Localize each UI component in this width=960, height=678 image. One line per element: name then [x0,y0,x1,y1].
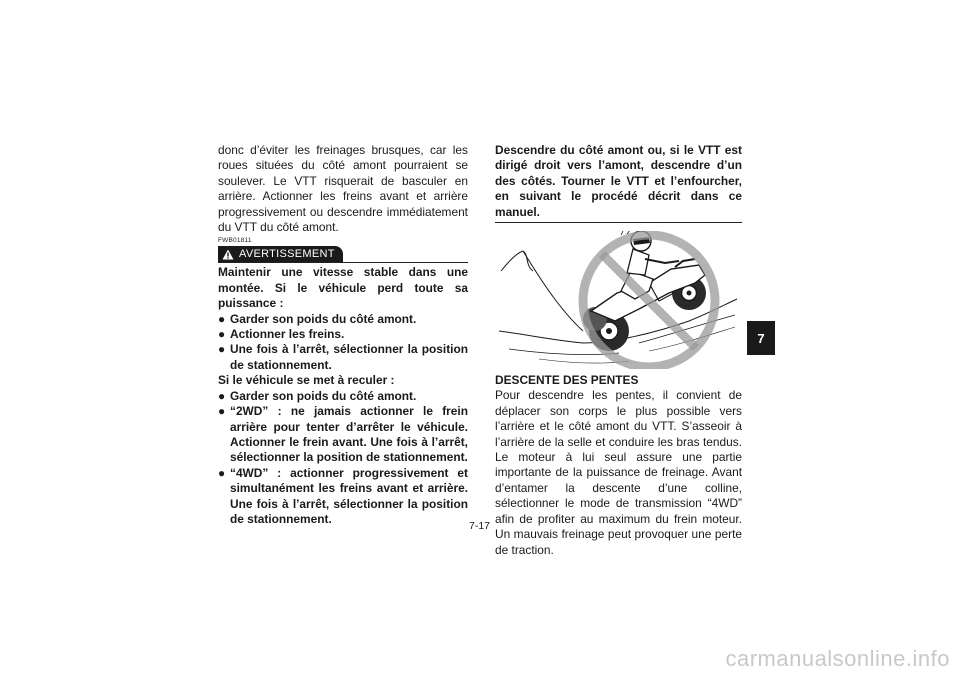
chapter-tab: 7 [747,321,775,355]
bullet-icon: ● [218,327,226,342]
warning-intro: Maintenir une vitesse stable dans une montée. Si le véhicule perd toute sa puissance : [218,265,468,311]
warning-label: AVERTISSEMENT [239,248,335,261]
atv-prohibited-illustration [499,231,739,369]
left-column [218,143,468,527]
list-item: ● Garder son poids du côté amont. [218,311,417,326]
rollback-list [218,389,468,528]
watermark: carmanualsonline.info [725,646,950,671]
list-item: ● Actionner les freins. [218,327,345,342]
intro-paragraph: donc d’éviter les freinages brusques, car les roues situées du côté amont pourraient se soulever. Le VTT risquerait de basculer en arrière. Actionner les freins avant et arrière progressivement ou descendre immédiatement du VTT du côté amont. [218,143,468,235]
section-heading: DESCENTE DES PENTES [495,373,639,388]
page-number: 7-17 [469,520,491,532]
bullet-icon: ● [218,388,226,403]
power-loss-list [218,312,468,374]
right-column [495,143,742,558]
bullet-icon: ● [218,465,226,480]
warning-badge [218,246,343,262]
bullet-icon: ● [218,311,226,326]
list-item: ● Une fois à l’arrêt, sélectionner la position de stationnement. [218,342,468,372]
warning-code: FWB01811 [218,237,252,245]
bullet-icon: ● [218,342,226,357]
warning-header [218,246,468,263]
dismount-warning: Descendre du côté amont ou, si le VTT est dirigé droit vers l’amont, descendre d’un des côtés. Tourner le VTT et l’enfourcher, en suivant le procédé décrit dans ce manuel. [495,143,742,223]
warning-triangle-icon [222,249,234,260]
list-item: ● “2WD” : ne jamais actionner le frein arrière pour tenter d’arrêter le véhicule. Actionner le frein avant. Une fois à l’arrêt, sélectionner la position de stationnement. [218,404,468,465]
rollback-intro: Si le véhicule se met à reculer : [218,373,395,388]
bullet-icon: ● [218,404,226,419]
list-item: ● Garder son poids du côté amont. [218,388,417,403]
list-item: ● “4WD” : actionner progressivement et simultanément les freins avant et arrière. Une fois à l’arrêt, sélectionner la position de stationnement. [218,465,468,526]
descent-paragraph: Pour descendre les pentes, il convient de déplacer son corps le plus possible vers l’arrière et le côté amont du VTT. S’asseoir à l’arrière de la selle et conduire les bras tendus. Le moteur à lui seul assure une partie importante de la puissance de freinage. Avant d’entamer la descente d’une colline, sélectionner le mode de transmission “4WD” afin de profiter au maximum du frein moteur. Un mauvais freinage peut provoquer une perte de traction. [495,388,742,557]
